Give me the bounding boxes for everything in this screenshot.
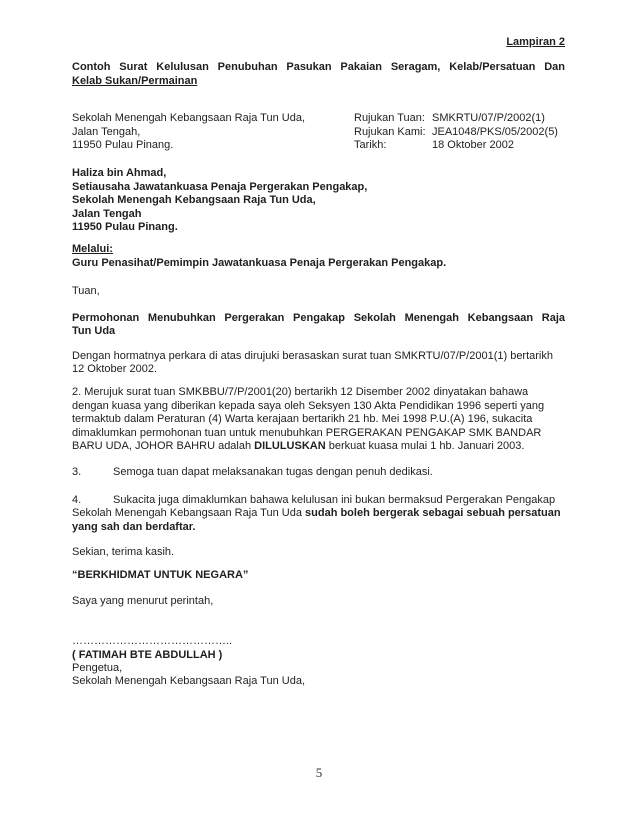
paragraph-1: Dengan hormatnya perkara di atas dirujuki berasaskan surat tuan SMKRTU/07/P/2001(1) bertarikh 12 Oktober 2002.: [72, 349, 553, 375]
reference-value: 18 Oktober 2002: [432, 139, 514, 152]
reference-value: SMKRTU/07/P/2002(1): [432, 112, 545, 125]
sender-address-line: Sekolah Menengah Kebangsaan Raja Tun Uda,: [72, 112, 306, 125]
appendix-label: Lampiran 2: [506, 36, 565, 48]
reference-label: Rujukan Tuan:: [354, 112, 425, 125]
page-number: 5: [315, 765, 323, 780]
motto-line: “BERKHIDMAT UNTUK NEGARA”: [72, 569, 249, 582]
paragraph-3: [72, 466, 565, 479]
closing-line: Sekian, terima kasih.: [72, 545, 175, 558]
sender-address-line: Jalan Tengah,: [72, 125, 141, 138]
reference-value: JEA1048/PKS/05/2002(5): [432, 125, 558, 138]
subject-heading: [72, 312, 565, 339]
salutation: Tuan,: [72, 285, 100, 298]
paragraph-3-text: Semoga tuan dapat melaksanakan tugas dengan penuh dedikasi.: [113, 466, 433, 479]
signatory-name: ( FATIMAH BTE ABDULLAH ): [72, 648, 223, 661]
paragraph-4: [72, 494, 565, 534]
signature-dotted-line: ……………………………………..: [72, 635, 233, 648]
reference-label: Rujukan Kami:: [354, 125, 426, 138]
recipient-line: Setiausaha Jawatankuasa Penaja Pergerakan Pengakap,: [72, 180, 368, 193]
sign-off-line: Saya yang menurut perintah,: [72, 594, 214, 607]
recipient-block: [72, 167, 565, 234]
through-block: [72, 243, 565, 270]
subject-line-1: Permohonan Menubuhkan Pergerakan Pengakap Sekolah Menengah Kebangsaan Raja: [72, 311, 565, 324]
sender-address: [72, 112, 354, 152]
signatory-org: Sekolah Menengah Kebangsaan Raja Tun Uda,: [72, 675, 306, 688]
paragraph-2: 2. Merujuk surat tuan SMKBBU/7/P/2001(20) bertarikh 12 Disember 2002 dinyatakan bahawa dengan kuasa yang diberikan kepada saya oleh Seksyen 130 Akta Pendidikan 1996 seperti yang termaktub dalam Peraturan (4) Warta kerajaan bertarikh 21 hb. Mei 1998 P.U.(A) 196, sukacita dimaklumkan permohonan tuan untuk menubuhkan PERGERAKAN PENGAKAP SMK BANDAR BARU UDA, JOHOR BAHRU adalah DILULUSKAN berkuat kuasa mulai 1 hb. Januari 2003.: [72, 386, 545, 452]
reference-block: [354, 112, 565, 152]
signatory-title: Pengetua,: [72, 662, 123, 674]
reference-row: [354, 112, 565, 125]
recipient-line: Jalan Tengah: [72, 207, 142, 220]
title-line-1: Contoh Surat Kelulusan Penubuhan Pasukan Pakaian Seragam, Kelab/Persatuan Dan: [72, 61, 565, 74]
paragraph-4-text: Sukacita juga dimaklumkan bahawa kelulusan ini bukan bermaksud Pergerakan Pengakap Sekolah Menengah Kebangsaan Raja Tun Uda sudah boleh bergerak sebagai sebuah persatuan yang sah dan berdaftar.: [72, 493, 561, 533]
paragraph-number: 3.: [72, 466, 82, 479]
reference-row: [354, 139, 565, 152]
reference-row: [354, 126, 565, 139]
recipient-line: Haliza bin Ahmad,: [72, 167, 167, 180]
paragraph-number: 4.: [72, 493, 82, 506]
recipient-line: 11950 Pulau Pinang.: [72, 221, 178, 234]
letterhead: [72, 112, 565, 152]
title-line-2: Kelab Sukan/Permainan: [72, 74, 198, 87]
through-label: Melalui:: [72, 243, 113, 256]
signature-block: [72, 635, 565, 689]
recipient-line: Sekolah Menengah Kebangsaan Raja Tun Uda,: [72, 194, 316, 207]
reference-label: Tarikh:: [354, 139, 387, 152]
subject-line-2: Tun Uda: [72, 325, 116, 338]
document-title: [72, 61, 565, 88]
through-line: Guru Penasihat/Pemimpin Jawatankuasa Penaja Pergerakan Pengakap.: [72, 256, 447, 269]
sender-address-line: 11950 Pulau Pinang.: [72, 139, 174, 152]
